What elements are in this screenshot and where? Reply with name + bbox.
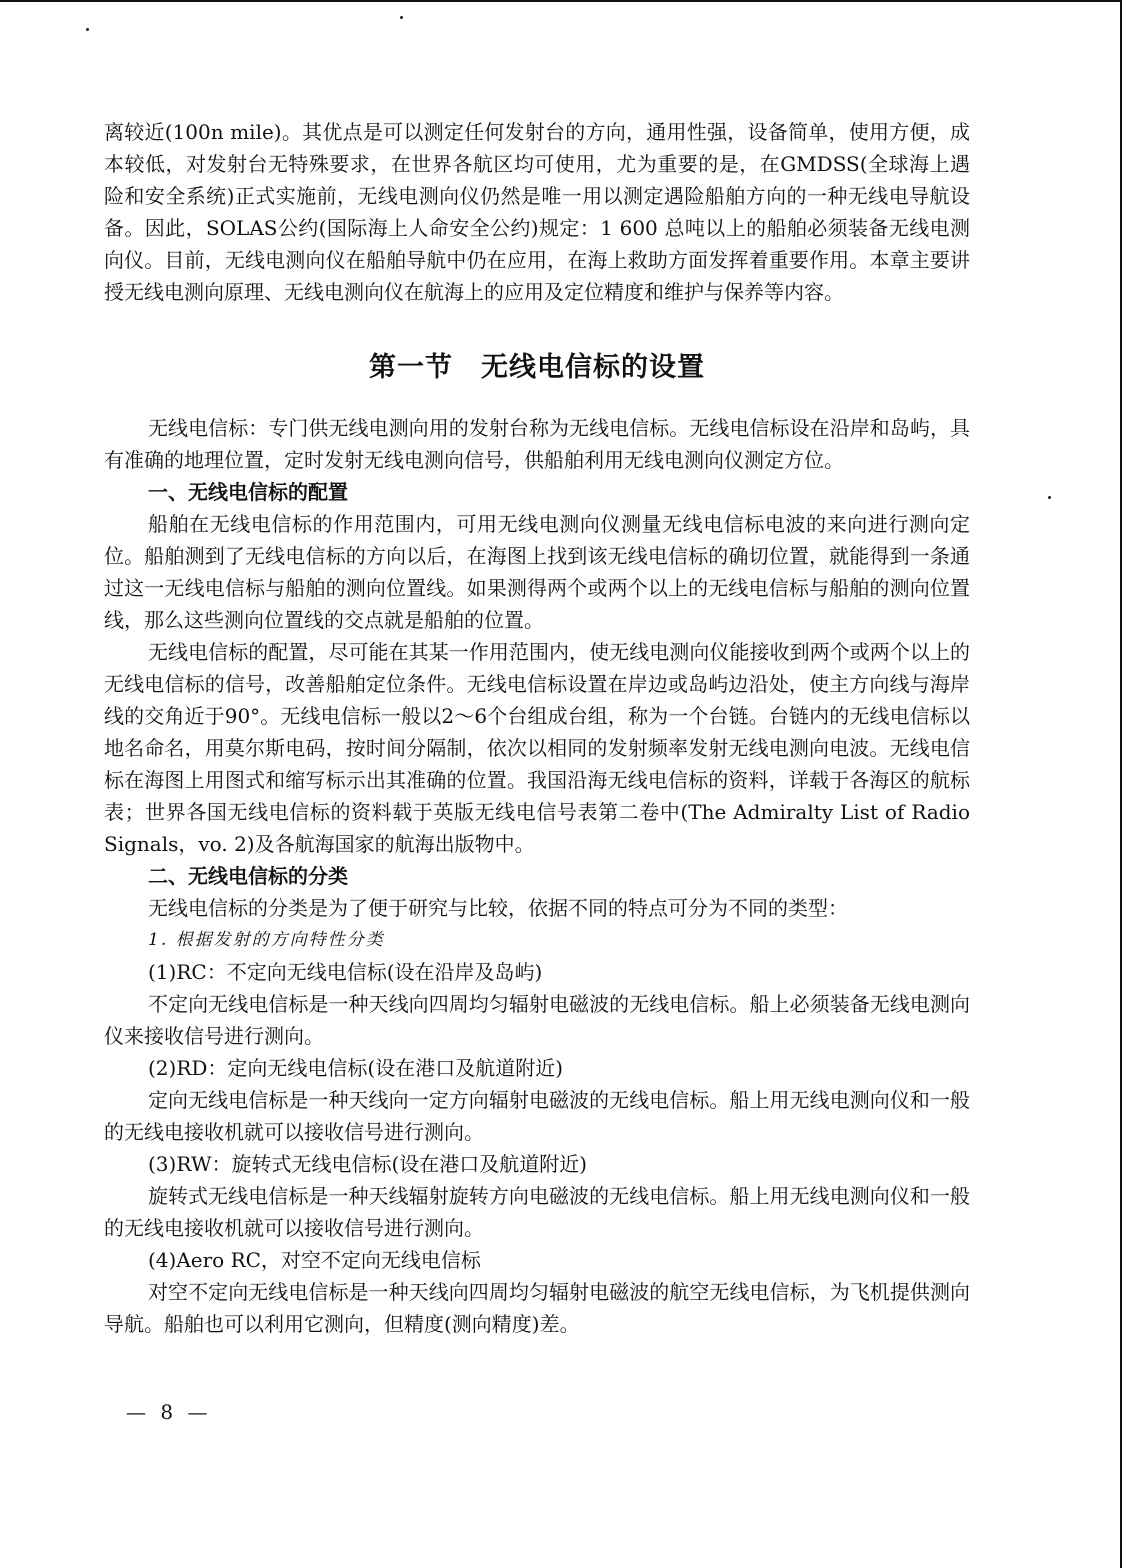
scan-speck <box>86 28 89 31</box>
subsection-1-paragraph-2: 无线电信标的配置，尽可能在其某一作用范围内，使无线电测向仪能接收到两个或两个以上的无线电信标的信号，改善船舶定位条件。无线电信标设置在岸边或岛屿边沿处，使主方向线与海岸线的交角近于90°。无线电信标一般以2～6个台组成台组，称为一个台链。台链内的无线电信标以地名命名，用莫尔斯电码，按时间分隔制，依次以相同的发射频率发射无线电测向电波。无线电信标在海图上用图式和缩写标示出其准确的位置。我国沿海无线电信标的资料，详载于各海区的航标表；世界各国无线电信标的资料载于英版无线电信号表第二卷中(The Admiralty List of Radio Signals，vo. 2)及各航海国家的航海出版物中。 <box>104 640 970 856</box>
definition-paragraph: 无线电信标：专门供无线电测向用的发射台称为无线电信标。无线电信标设在沿岸和岛屿，具有准确的地理位置，定时发射无线电测向信号，供船舶利用无线电测向仪测定方位。 <box>104 416 970 472</box>
subsection-2-intro: 无线电信标的分类是为了便于研究与比较，依据不同的特点可分为不同的类型： <box>148 896 848 920</box>
top-border-line <box>0 0 1122 2</box>
scan-speck <box>400 16 403 19</box>
scan-speck <box>1048 496 1051 499</box>
item-label: (2)RD：定向无线电信标(设在港口及航道附近) <box>148 1056 564 1080</box>
item-text: 旋转式无线电信标是一种天线辐射旋转方向电磁波的无线电信标。船上用无线电测向仪和一般的无线电接收机就可以接收信号进行测向。 <box>104 1184 970 1240</box>
item-text: 对空不定向无线电信标是一种天线向四周均匀辐射电磁波的航空无线电信标，为飞机提供测向导航。船舶也可以利用它测向，但精度(测向精度)差。 <box>104 1280 970 1336</box>
section-title: 第一节 无线电信标的设置 <box>369 352 705 383</box>
category-heading: 1. 根据发射的方向特性分类 <box>148 930 385 950</box>
item-label: (1)RC：不定向无线电信标(设在沿岸及岛屿) <box>148 960 543 984</box>
item-text: 定向无线电信标是一种天线向一定方向辐射电磁波的无线电信标。船上用无线电测向仪和一般的无线电接收机就可以接收信号进行测向。 <box>104 1088 970 1144</box>
document-page <box>104 116 970 1340</box>
subsection-1-paragraph-1: 船舶在无线电信标的作用范围内，可用无线电测向仪测量无线电信标电波的来向进行测向定位。船舶测到了无线电信标的方向以后，在海图上找到该无线电信标的确切位置，就能得到一条通过这一无线电信标与船舶的测向位置线。如果测得两个或两个以上的无线电信标与船舶的测向位置线，那么这些测向位置线的交点就是船舶的位置。 <box>104 512 970 632</box>
page-number: — 8 — <box>126 1400 212 1424</box>
subsection-1-title: 一、无线电信标的配置 <box>148 480 348 504</box>
subsection-2-title: 二、无线电信标的分类 <box>148 864 348 888</box>
item-label: (4)Aero RC，对空不定向无线电信标 <box>148 1248 481 1272</box>
item-text: 不定向无线电信标是一种天线向四周均匀辐射电磁波的无线电信标。船上必须装备无线电测向仪来接收信号进行测向。 <box>104 992 970 1048</box>
intro-paragraph: 离较近(100n mile)。其优点是可以测定任何发射台的方向，通用性强，设备简单，使用方便，成本较低，对发射台无特殊要求，在世界各航区均可使用，尤为重要的是，在GMDSS(全球海上遇险和安全系统)正式实施前，无线电测向仪仍然是唯一用以测定遇险船舶方向的一种无线电导航设备。因此，SOLAS公约(国际海上人命安全公约)规定：1 600 总吨以上的船舶必须装备无线电测向仪。目前，无线电测向仪在船舶导航中仍在应用，在海上救助方面发挥着重要作用。本章主要讲授无线电测向原理、无线电测向仪在航海上的应用及定位精度和维护与保养等内容。 <box>104 120 970 304</box>
item-label: (3)RW：旋转式无线电信标(设在港口及航道附近) <box>148 1152 588 1176</box>
